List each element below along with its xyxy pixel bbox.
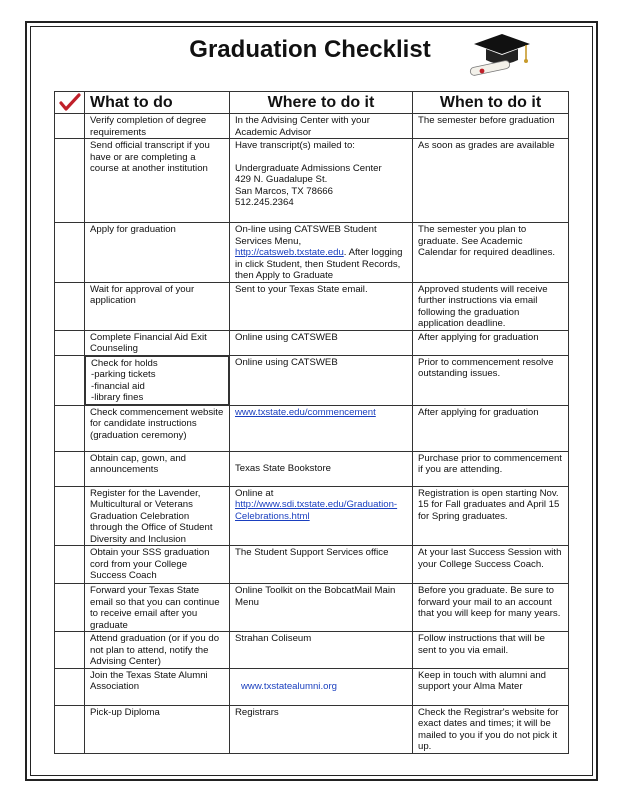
- where-column-header: Where to do it: [230, 92, 413, 114]
- when-cell: As soon as grades are available: [413, 139, 569, 223]
- what-cell: Wait for approval of your application: [85, 282, 230, 330]
- commencement-link[interactable]: www.txstate.edu/commencement: [235, 406, 376, 418]
- when-cell: Prior to commencement resolve outstanding issues.: [413, 355, 569, 405]
- where-cell: Online Toolkit on the BobcatMail Main Menu: [230, 584, 413, 632]
- table-row: [55, 451, 569, 486]
- when-cell: After applying for graduation: [413, 405, 569, 451]
- table-row: [55, 486, 569, 546]
- alumni-link[interactable]: www.txstatealumni.org: [241, 681, 337, 693]
- what-cell: Pick-up Diploma: [85, 705, 230, 753]
- what-cell: Check commencement website for candidate instructions (graduation ceremony): [85, 405, 230, 451]
- when-cell: Before you graduate. Be sure to forward your mail to an account that you will keep for many years.: [413, 584, 569, 632]
- where-cell: [230, 405, 413, 451]
- where-cell: Strahan Coliseum: [230, 632, 413, 669]
- check-cell[interactable]: [55, 330, 85, 355]
- where-cell: In the Advising Center with your Academic Advisor: [230, 114, 413, 139]
- sdi-celebrations-link[interactable]: http://www.sdi.txstate.edu/Graduation-Celebrations.html: [235, 499, 398, 522]
- check-cell[interactable]: [55, 451, 85, 486]
- catsweb-link[interactable]: http://catsweb.txstate.edu: [235, 247, 344, 258]
- where-cell: Sent to your Texas State email.: [230, 282, 413, 330]
- check-cell[interactable]: [55, 223, 85, 283]
- check-cell[interactable]: [55, 405, 85, 451]
- table-row: [55, 139, 569, 223]
- where-text: On-line using CATSWEB Student Services Menu,: [235, 224, 377, 247]
- check-cell[interactable]: [55, 584, 85, 632]
- what-cell: Forward your Texas State email so that you can continue to receive email after you graduate: [85, 584, 230, 632]
- table-row: [55, 114, 569, 139]
- check-cell[interactable]: [55, 139, 85, 223]
- when-cell: The semester before graduation: [413, 114, 569, 139]
- check-cell[interactable]: [55, 282, 85, 330]
- table-row: [55, 223, 569, 283]
- check-cell[interactable]: [55, 668, 85, 705]
- where-cell: [230, 451, 413, 486]
- what-cell: Complete Financial Aid Exit Counseling: [85, 330, 230, 355]
- what-column-header: What to do: [85, 92, 230, 114]
- what-cell: Attend graduation (or if you do not plan to attend, notify the Advising Center): [85, 632, 230, 669]
- table-row: [55, 668, 569, 705]
- checklist-table: [54, 91, 569, 754]
- when-cell: After applying for graduation: [413, 330, 569, 355]
- table-row: [55, 330, 569, 355]
- table-header-row: [55, 92, 569, 114]
- table-row: [55, 705, 569, 753]
- when-cell: Follow instructions that will be sent to you via email.: [413, 632, 569, 669]
- when-cell: Approved students will receive further instructions via email following the graduation application deadline.: [413, 282, 569, 330]
- what-cell: Apply for graduation: [85, 223, 230, 283]
- where-cell: The Student Support Services office: [230, 546, 413, 584]
- where-text: Texas State Bookstore: [235, 463, 331, 475]
- what-cell: Check for holds -parking tickets -financial aid -library fines: [85, 356, 229, 405]
- when-column-header: When to do it: [413, 92, 569, 114]
- what-cell: Obtain your SSS graduation cord from your College Success Coach: [85, 546, 230, 584]
- check-cell[interactable]: [55, 632, 85, 669]
- what-cell: Verify completion of degree requirements: [85, 114, 230, 139]
- check-cell[interactable]: [55, 486, 85, 546]
- check-column-header: [55, 92, 85, 114]
- where-cell: Registrars: [230, 705, 413, 753]
- what-cell: Join the Texas State Alumni Association: [85, 668, 230, 705]
- graduation-cap-diploma-icon: [468, 30, 532, 78]
- check-cell[interactable]: [55, 355, 85, 405]
- table-row: [55, 546, 569, 584]
- mailing-address: Undergraduate Admissions Center 429 N. Guadalupe St. San Marcos, TX 78666 512.245.2364: [235, 162, 382, 208]
- where-cell: Online using CATSWEB: [230, 330, 413, 355]
- where-cell: [230, 486, 413, 546]
- when-cell: The semester you plan to graduate. See Academic Calendar for required deadlines.: [413, 223, 569, 283]
- page-title: Graduation Checklist: [189, 36, 431, 63]
- table-row: [55, 584, 569, 632]
- where-cell: [230, 668, 413, 705]
- where-intro: Have transcript(s) mailed to:: [235, 140, 355, 151]
- what-cell: Register for the Lavender, Multicultural or Veterans Graduation Celebration through the Office of Student Diversity and Inclusion: [85, 486, 230, 546]
- where-text: . After logging in click Student, then Student Records, then Apply to Graduate: [235, 247, 403, 281]
- check-cell[interactable]: [55, 546, 85, 584]
- checkmark-icon: [59, 93, 81, 111]
- when-cell: Keep in touch with alumni and support your Alma Mater: [413, 668, 569, 705]
- what-cell: Send official transcript if you have or are completing a course at another institution: [85, 139, 230, 223]
- when-cell: At your last Success Session with your College Success Coach.: [413, 546, 569, 584]
- when-cell: Purchase prior to commencement if you are attending.: [413, 451, 569, 486]
- when-cell: Registration is open starting Nov. 15 for Fall graduates and April 15 for Spring graduates.: [413, 486, 569, 546]
- check-cell[interactable]: [55, 705, 85, 753]
- when-cell: Check the Registrar's website for exact dates and times; it will be mailed to you if you do not pick it up.: [413, 705, 569, 753]
- table-row: [55, 405, 569, 451]
- table-row: [55, 282, 569, 330]
- table-row: [55, 355, 569, 405]
- where-cell: Online using CATSWEB: [230, 355, 413, 405]
- where-cell: [230, 223, 413, 283]
- where-cell: [230, 139, 413, 223]
- where-text: Online at: [235, 487, 274, 499]
- check-cell[interactable]: [55, 114, 85, 139]
- what-cell: Obtain cap, gown, and announcements: [85, 451, 230, 486]
- table-row: [55, 632, 569, 669]
